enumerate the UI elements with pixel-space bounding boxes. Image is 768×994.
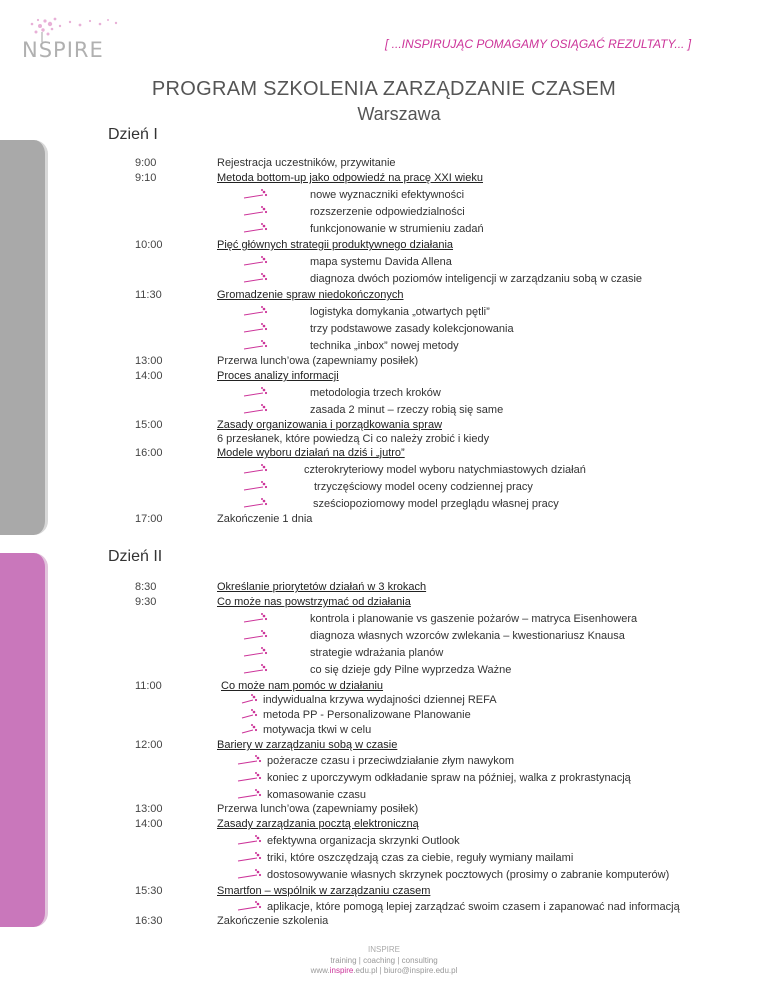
- flower-bullet-icon: [243, 612, 269, 624]
- tagline: [ ...INSPIRUJĄC POMAGAMY OSIĄGAĆ REZULTATY... ]: [385, 37, 692, 51]
- day2-time: 14:00: [135, 818, 163, 830]
- agenda-heading: Co może nam pomóc w działaniu: [221, 680, 384, 692]
- logo-text: NSPIRE: [22, 38, 104, 62]
- agenda-heading: Smartfon – wspólnik w zarządzaniu czasem: [217, 885, 431, 897]
- day2-time: 15:30: [135, 885, 163, 897]
- flower-bullet-icon: [243, 497, 269, 509]
- flower-bullet-icon: [243, 222, 269, 234]
- agenda-heading: Pięć głównych strategii produktywnego działania: [217, 239, 454, 251]
- agenda-subitem: [243, 612, 637, 626]
- agenda-subitem-label: pożeracze czasu i przeciwdziałanie złym nawykom: [267, 755, 514, 767]
- agenda-heading: Proces analizy informacji: [217, 370, 339, 382]
- flower-bullet-icon: [237, 771, 263, 783]
- agenda-subitem: [243, 322, 514, 336]
- agenda-subitem-label: logistyka domykania „otwartych pętli”: [310, 306, 490, 318]
- agenda-subitem: [237, 771, 631, 785]
- agenda-subitem: [243, 663, 511, 677]
- agenda-subitem-label: aplikacje, które pomogą lepiej zarządzać swoim czasem i zapanować nad informacją: [267, 901, 680, 913]
- agenda-heading: Co może nas powstrzymać od działania: [217, 596, 411, 608]
- agenda-subitem-label: diagnoza dwóch poziomów inteligencji w zarządzaniu sobą w czasie: [310, 273, 643, 285]
- day2-time: 8:30: [135, 581, 157, 593]
- agenda-heading: Określanie priorytetów działań w 3 krokach: [217, 581, 427, 593]
- agenda-line: 6 przesłanek, które powiedzą Ci co należy zrobić i kiedy: [217, 433, 490, 445]
- agenda-subitem: [243, 255, 452, 269]
- agenda-subitem-label: diagnoza własnych wzorców zwlekania – kwestionariusz Knausa: [310, 630, 625, 642]
- agenda-subitem: [237, 788, 366, 802]
- agenda-line: Zakończenie szkolenia: [217, 915, 329, 927]
- flower-bullet-icon: [241, 693, 259, 705]
- agenda-subitem: [243, 305, 490, 319]
- agenda-subitem-label: koniec z uporczywym odkładanie spraw na później, walka z prokrastynacją: [267, 772, 631, 784]
- agenda-subitem: [237, 834, 460, 848]
- day2-time: 12:00: [135, 739, 163, 751]
- agenda-line: Przerwa lunch’owa (zapewniamy posiłek): [217, 355, 419, 367]
- day1-time: 14:00: [135, 370, 163, 382]
- agenda-subitem: [243, 646, 443, 660]
- footer-contact-suffix[interactable]: .edu.pl | biuro@inspire.edu.pl: [353, 966, 458, 975]
- flower-bullet-icon: [243, 188, 269, 200]
- day2-side-bar: [0, 553, 48, 927]
- footer-services: training | coaching | consulting: [330, 956, 438, 965]
- agenda-heading: Modele wyboru działań na dziś i „jutro”: [217, 447, 405, 459]
- agenda-subitem: [243, 339, 459, 353]
- page-subtitle: Warszawa: [357, 104, 441, 124]
- agenda-subitem: [237, 754, 514, 768]
- day1-time: 15:00: [135, 419, 163, 431]
- flower-bullet-icon: [243, 339, 269, 351]
- agenda-subitem: [241, 693, 497, 707]
- agenda-line: Zakończenie 1 dnia: [217, 513, 313, 525]
- footer-contact-prefix: www.: [310, 966, 330, 975]
- day2-time: 16:30: [135, 915, 163, 927]
- agenda-subitem-label: triki, które oszczędzają czas za ciebie, reguły wymiany mailami: [267, 852, 574, 864]
- agenda-subitem-label: motywacja tkwi w celu: [263, 724, 372, 736]
- agenda-subitem-label: metoda PP - Personalizowane Planowanie: [263, 709, 471, 721]
- agenda-line: Rejestracja uczestników, przywitanie: [217, 157, 396, 169]
- footer-contact-brand[interactable]: inspire: [329, 966, 354, 975]
- day1-time: 17:00: [135, 513, 163, 525]
- footer-contact: [0, 966, 768, 975]
- flower-bullet-icon: [243, 403, 269, 415]
- agenda-subitem: [237, 868, 669, 882]
- day1-time: 9:00: [135, 157, 157, 169]
- agenda-subitem-label: trzyczęściowy model oceny codziennej pracy: [314, 481, 533, 493]
- flower-bullet-icon: [243, 386, 269, 398]
- flower-bullet-icon: [237, 754, 263, 766]
- day1-time: 10:00: [135, 239, 163, 251]
- footer-brand: INSPIRE: [367, 945, 400, 954]
- flower-bullet-icon: [243, 480, 269, 492]
- agenda-subitem: [243, 480, 533, 494]
- agenda-subitem: [243, 205, 465, 219]
- agenda-subitem-label: indywidualna krzywa wydajności dziennej REFA: [263, 694, 497, 706]
- agenda-subitem-label: co się dzieje gdy Pilne wyprzedza Ważne: [310, 664, 512, 676]
- agenda-heading: Gromadzenie spraw niedokończonych: [217, 289, 404, 301]
- flower-bullet-icon: [237, 834, 263, 846]
- day1-time: 16:00: [135, 447, 163, 459]
- flower-bullet-icon: [241, 708, 259, 720]
- agenda-subitem-label: zasada 2 minut – rzeczy robią się same: [310, 404, 504, 416]
- flower-bullet-icon: [237, 900, 263, 912]
- agenda-heading: Zasady zarządzania pocztą elektroniczną: [217, 818, 419, 830]
- day1-side-bar: [0, 140, 48, 535]
- agenda-subitem: [243, 463, 586, 477]
- agenda-subitem: [243, 629, 625, 643]
- agenda-subitem: [243, 222, 484, 236]
- day2-time: 13:00: [135, 803, 163, 815]
- agenda-subitem: [243, 272, 642, 286]
- flower-bullet-icon: [243, 629, 269, 641]
- flower-bullet-icon: [243, 255, 269, 267]
- day2-time: 9:30: [135, 596, 157, 608]
- agenda-subitem: [243, 403, 503, 417]
- agenda-subitem-label: efektywna organizacja skrzynki Outlook: [267, 835, 460, 847]
- agenda-subitem-label: sześciopoziomowy model przeglądu własnej pracy: [313, 498, 559, 510]
- day2-label: Dzień II: [108, 548, 163, 565]
- flower-bullet-icon: [243, 305, 269, 317]
- agenda-subitem-label: czterokryteriowy model wyboru natychmiastowych działań: [304, 464, 586, 476]
- page-title: PROGRAM SZKOLENIA ZARZĄDZANIE CZASEM: [151, 78, 617, 100]
- agenda-line: Przerwa lunch’owa (zapewniamy posiłek): [217, 803, 419, 815]
- agenda-subitem-label: mapa systemu Davida Allena: [310, 256, 452, 268]
- day1-time: 9:10: [135, 172, 157, 184]
- agenda-heading: Zasady organizowania i porządkowania spraw: [217, 419, 443, 431]
- agenda-subitem: [241, 723, 371, 737]
- flower-bullet-icon: [243, 205, 269, 217]
- day2-time: 11:00: [135, 680, 162, 692]
- flower-bullet-icon: [237, 788, 263, 800]
- flower-bullet-icon: [243, 663, 269, 675]
- agenda-subitem-label: komasowanie czasu: [267, 789, 367, 801]
- flower-bullet-icon: [237, 868, 263, 880]
- agenda-heading: Bariery w zarządzaniu sobą w czasie: [217, 739, 398, 751]
- agenda-subitem-label: nowe wyznaczniki efektywności: [310, 189, 465, 201]
- agenda-subitem-label: dostosowywanie własnych skrzynek pocztowych (prosimy o zabranie komputerów): [267, 869, 670, 881]
- flower-bullet-icon: [243, 646, 269, 658]
- day1-time: 13:00: [135, 355, 163, 367]
- agenda-subitem: [243, 386, 441, 400]
- agenda-subitem-label: strategie wdrażania planów: [310, 647, 444, 659]
- day1-label: Dzień I: [108, 126, 158, 143]
- flower-bullet-icon: [237, 851, 263, 863]
- agenda-subitem-label: trzy podstawowe zasady kolekcjonowania: [310, 323, 514, 335]
- agenda-subitem-label: metodologia trzech kroków: [310, 387, 441, 399]
- agenda-subitem: [243, 188, 464, 202]
- agenda-subitem: [237, 900, 680, 914]
- agenda-subitem-label: technika „inbox” nowej metody: [310, 340, 459, 352]
- flower-bullet-icon: [243, 322, 269, 334]
- agenda-subitem-label: kontrola i planowanie vs gaszenie pożarów – matryca Eisenhowera: [310, 613, 638, 625]
- agenda-subitem: [243, 497, 559, 511]
- flower-bullet-icon: [243, 272, 269, 284]
- flower-bullet-icon: [241, 723, 259, 735]
- agenda-subitem: [241, 708, 471, 722]
- agenda-subitem-label: funkcjonowanie w strumieniu zadań: [310, 223, 484, 235]
- flower-bullet-icon: [243, 463, 269, 475]
- agenda-heading: Metoda bottom-up jako odpowiedź na pracę XXI wieku: [217, 172, 483, 184]
- day1-time: 11:30: [135, 289, 162, 301]
- agenda-subitem: [237, 851, 573, 865]
- agenda-subitem-label: rozszerzenie odpowiedzialności: [310, 206, 465, 218]
